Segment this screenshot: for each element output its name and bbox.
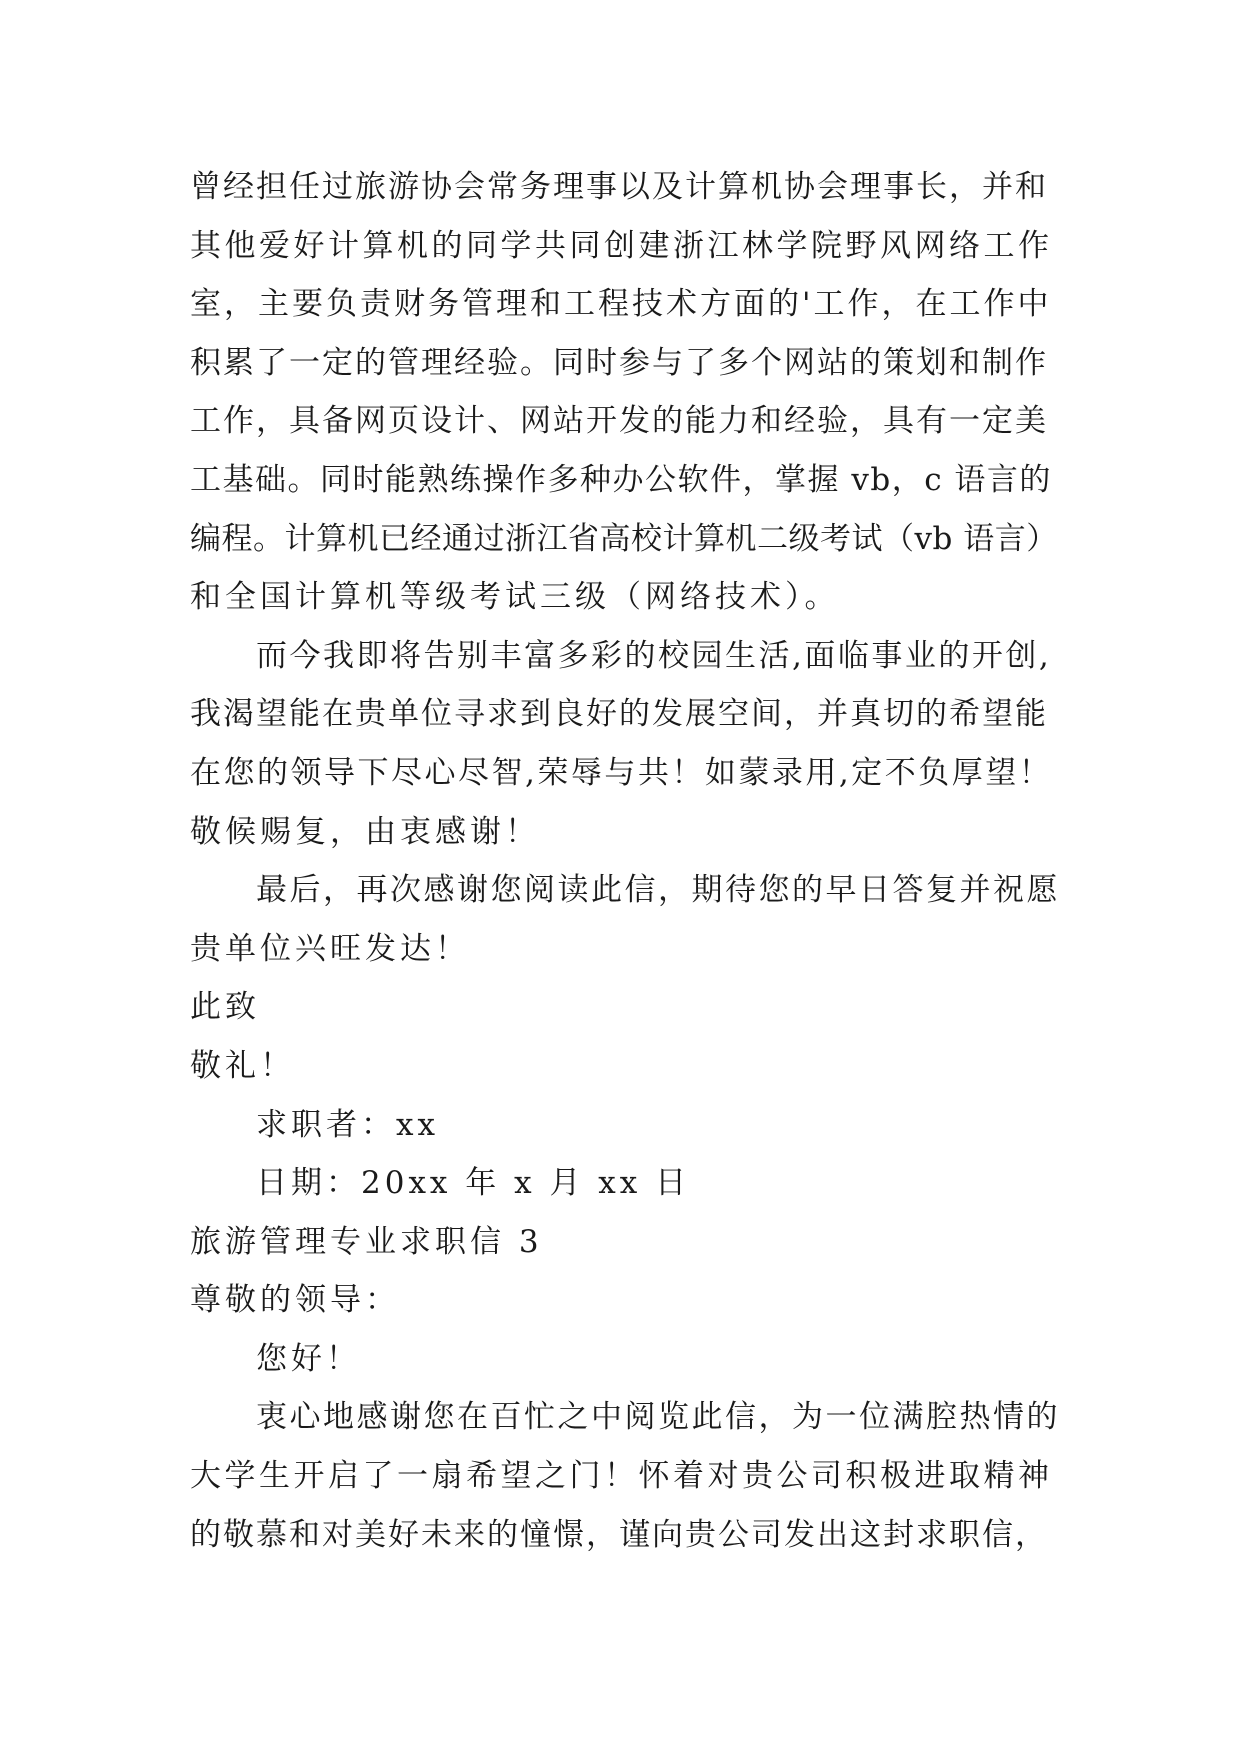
paragraph-start-line: 而今我即将告别丰富多彩的校园生活,面临事业的开创, xyxy=(256,637,1052,674)
text-line: 室，主要负责财务管理和工程技术方面的'工作，在工作中 xyxy=(190,286,1052,323)
text-line: 的敬慕和对美好未来的憧憬，谨向贵公司发出这封求职信， xyxy=(190,1516,1048,1553)
greeting-hello: 您好！ xyxy=(256,1340,361,1377)
text-line: 积累了一定的管理经验。同时参与了多个网站的策划和制作 xyxy=(190,344,1048,381)
text-line: 工基础。同时能熟练操作多种办公软件，掌握 vb，c 语言的 xyxy=(190,461,1052,498)
text-line: 曾经担任过旅游协会常务理事以及计算机协会理事长，并和 xyxy=(190,169,1048,205)
closing-line: 此致 xyxy=(190,989,260,1026)
text-line: 在您的领导下尽心尽智,荣辱与共！如蒙录用,定不负厚望！ xyxy=(190,754,1053,791)
text-line: 和全国计算机等级考试三级（网络技术）。 xyxy=(190,579,840,616)
text-line: 贵单位兴旺发达！ xyxy=(190,930,470,967)
salutation-line: 敬礼！ xyxy=(190,1047,295,1084)
text-line: 编程。计算机已经通过浙江省高校计算机二级考试（vb 语言） xyxy=(190,520,1058,557)
text-line: 我渴望能在贵单位寻求到良好的发展空间，并真切的希望能 xyxy=(190,696,1048,733)
signature-applicant: 求职者：xx xyxy=(256,1106,439,1143)
signature-date: 日期：20xx 年 x 月 xx 日 xyxy=(256,1165,691,1202)
greeting-line: 尊敬的领导： xyxy=(190,1282,400,1319)
paragraph-start-line: 衷心地感谢您在百忙之中阅览此信，为一位满腔热情的 xyxy=(256,1399,1060,1436)
section-title: 旅游管理专业求职信 3 xyxy=(190,1223,543,1260)
document-page xyxy=(190,158,1060,1564)
text-line: 工作，具备网页设计、网站开发的能力和经验，具有一定美 xyxy=(190,403,1048,440)
text-line: 其他爱好计算机的同学共同创建浙江林学院野风网络工作 xyxy=(190,227,1053,264)
paragraph-start-line: 最后，再次感谢您阅读此信，期待您的早日答复并祝愿 xyxy=(256,872,1060,909)
text-line: 敬候赐复，由衷感谢！ xyxy=(190,813,540,850)
text-line: 大学生开启了一扇希望之门！怀着对贵公司积极进取精神 xyxy=(190,1458,1053,1495)
